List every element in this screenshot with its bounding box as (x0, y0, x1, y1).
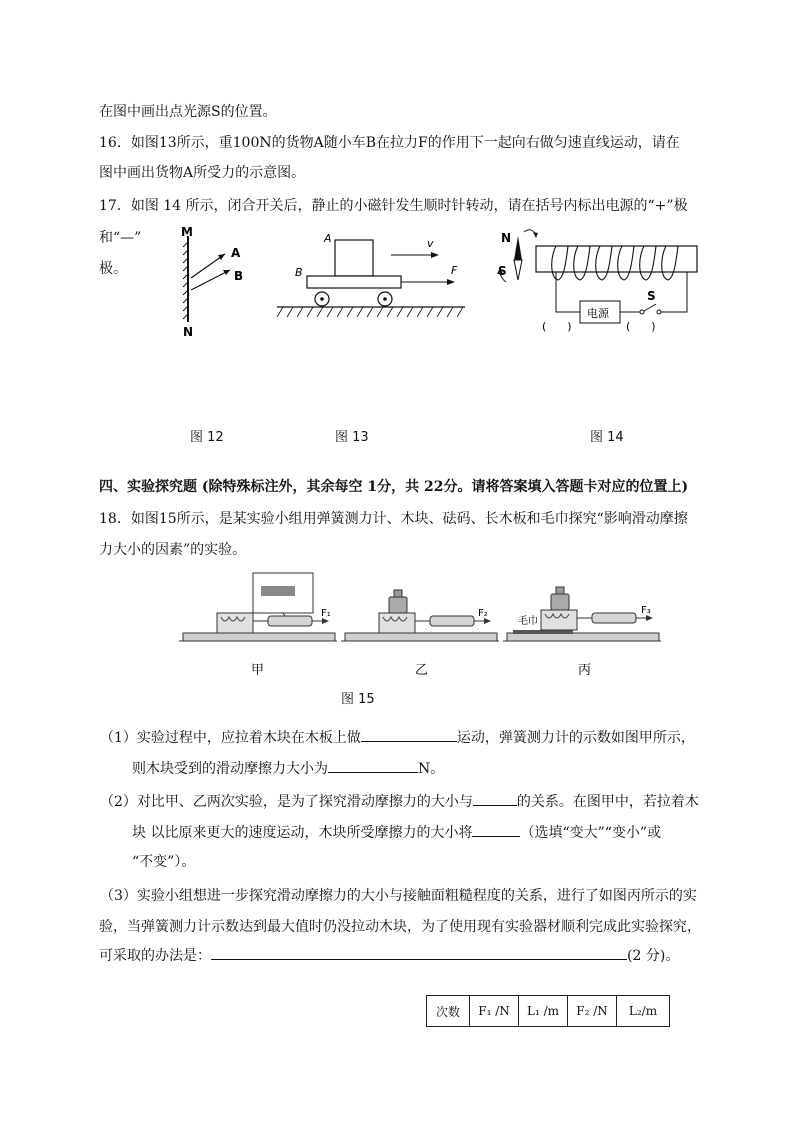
q16-line1: 16．如图13所示，重100N的货物A随小车B在拉力F的作用下一起向右做匀速直线运动，请在 (99, 135, 680, 151)
figure-14 (492, 222, 707, 337)
fig15-force-3: F₃ (641, 605, 651, 616)
sub1-blank-friction[interactable] (328, 758, 418, 773)
sub3-line3 (99, 945, 679, 966)
q16-line2: 图中画出货物A所受力的示意图。 (99, 165, 306, 181)
fig14-switch-label: S (647, 289, 656, 303)
fig15-force-2: F₂ (478, 608, 488, 619)
fig12-label-b: B (234, 269, 244, 283)
fig14-bracket-right: ( ) (626, 320, 656, 333)
section4-title: 四、实验探究题 (除特殊标注外，其余每空 1分，共 22分。请将答案填入答题卡对应的位置上) (99, 479, 689, 495)
table-header-row (427, 996, 670, 1027)
sub2-blank-change[interactable] (472, 822, 520, 837)
sub2-text-c: 块 以比原来更大的速度运动，木块所受摩擦力的大小将 (132, 825, 473, 841)
q18-line2: 力大小的因素”的实验。 (99, 542, 247, 558)
table-header-cell: L₁ /m (519, 996, 568, 1027)
sub3-line2: 验，当弹簧测力计示数达到最大值时仍没拉动木块，为了使用现有实验器材顺利完成此实验探究， (99, 919, 701, 935)
sub1-line1 (100, 727, 695, 748)
fig15-label-2: 乙 (415, 663, 429, 678)
fig13-label-f: F (451, 264, 458, 277)
figure-12 (175, 222, 255, 342)
fig15-label-3: 丙 (578, 663, 592, 678)
fig15-caption: 图 15 (341, 692, 375, 707)
fig13-label-a: A (324, 232, 332, 245)
fig13-label-v: v (427, 237, 434, 250)
fig15-towel-label: 毛巾 (518, 616, 538, 627)
sub2-text-b: 的关系。在图甲中，若拉着木 (516, 794, 699, 810)
fig12-caption: 图 12 (190, 430, 224, 445)
sub3-line1: （3）实验小组想进一步探究滑动摩擦力的大小与接触面粗糙程度的关系，进行了如图丙所示的实 (100, 888, 697, 904)
table-header-cell: L₂/m (617, 996, 670, 1027)
sub1-text-b: 运动，弹簧测力计的示数如图甲所示， (456, 730, 695, 746)
q17-line1: 17．如图 14 所示，闭合开关后，静止的小磁针发生顺时针转动，请在括号内标出电源的“+”极 (99, 198, 688, 214)
fig15-label-1: 甲 (251, 663, 265, 678)
fig14-caption: 图 14 (590, 430, 624, 445)
fig14-label-s: S (498, 264, 507, 278)
sub3-text-d: (2 分)。 (627, 948, 680, 964)
table-header-cell: 次数 (427, 996, 470, 1027)
sub1-blank-motion[interactable] (361, 727, 457, 742)
table-header-cell: F₁ /N (470, 996, 519, 1027)
sub1-line2 (132, 758, 444, 779)
fig12-label-a: A (231, 246, 241, 260)
fig13-label-b: B (295, 266, 303, 279)
sub2-text-a: （2）对比甲、乙两次实验，是为了探究滑动摩擦力的大小与 (100, 794, 473, 810)
fig14-label-n: N (501, 231, 512, 245)
q17-line3: 极。 (99, 261, 127, 277)
fig12-label-m: M (181, 225, 193, 239)
sub2-blank-relation[interactable] (473, 791, 517, 806)
sub3-text-c: 可采取的办法是： (99, 948, 211, 964)
fig14-bracket-left: ( ) (542, 320, 572, 333)
sub3-blank-method[interactable] (211, 945, 627, 960)
fig15-force-1: F₁ (321, 608, 331, 619)
table-header-cell: F₂ /N (568, 996, 617, 1027)
sub2-text-d: （选填“变大”“变小”或 (520, 825, 662, 841)
sub1-text-c: 则木块受到的滑动摩擦力大小为 (132, 761, 328, 777)
sub1-text-d: N。 (418, 761, 445, 777)
fig13-caption: 图 13 (335, 430, 369, 445)
sub2-line2 (132, 822, 661, 843)
data-table (426, 995, 670, 1027)
q17-line2: 和“—” (99, 230, 142, 246)
figure-13 (275, 222, 467, 327)
figure-15 (173, 570, 673, 680)
sub2-line1 (100, 791, 699, 812)
q18-line1: 18．如图15所示，是某实验小组用弹簧测力计、木块、砝码、长木板和毛巾探究“影响滑动摩擦 (99, 511, 688, 527)
fig14-source-label: 电源 (587, 307, 609, 320)
q15-tail: 在图中画出点光源S的位置。 (99, 104, 277, 120)
sub1-text-a: （1）实验过程中，应拉着木块在木板上做 (100, 730, 361, 746)
sub2-line3: “不变”）。 (132, 854, 196, 870)
fig12-label-n: N (183, 325, 194, 339)
